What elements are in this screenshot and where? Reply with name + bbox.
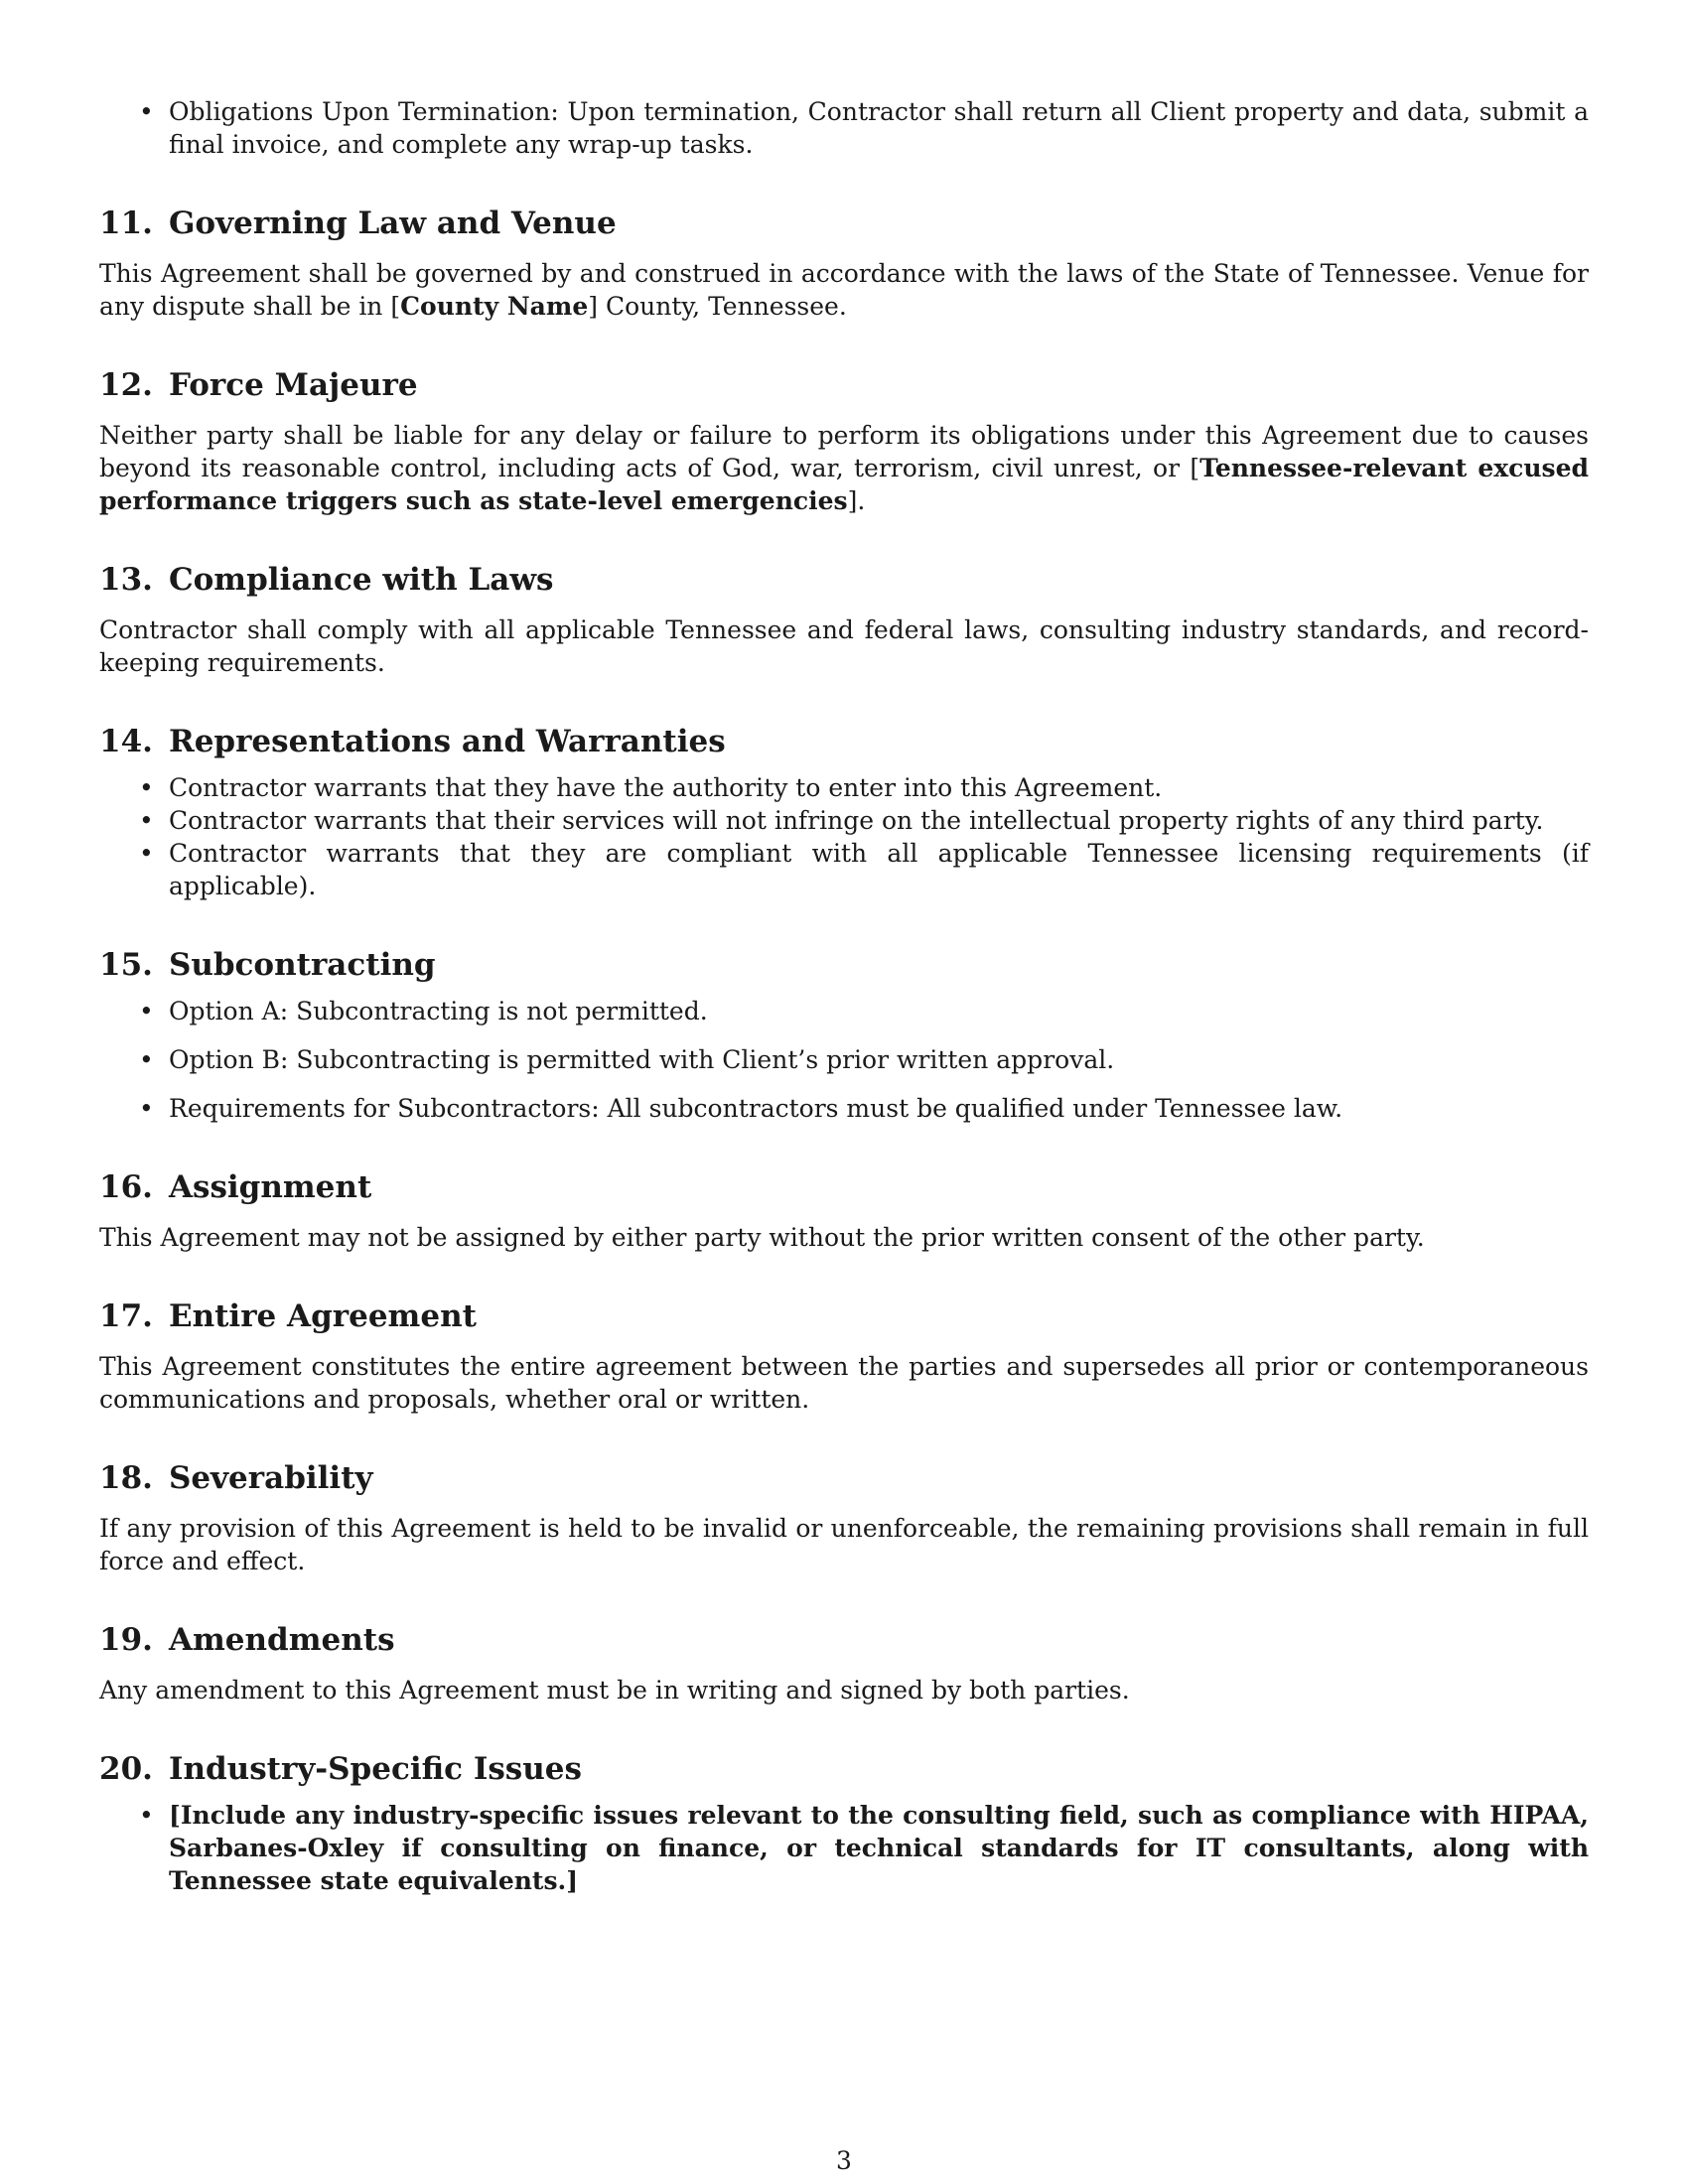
list-item (99, 771, 1589, 804)
section-assignment (99, 1167, 1589, 1254)
list-item-text: Obligations Upon Termination: Upon termination, Contractor shall return all Client property and data, submit a final invoice, and complete any wrap-up tasks. (169, 97, 1589, 159)
section-number: 14. (99, 724, 153, 759)
paragraph-text: Neither party shall be liable for any delay or failure to perform its obligations under this Agreement due to causes beyond its reasonable control, including acts of God, war, terrorism, civil unrest, or [ (99, 421, 1589, 482)
placeholder-text: Tennessee-relevant excused performance triggers such as state-level emergencies (99, 454, 1589, 515)
section-title: Severability (168, 1460, 373, 1496)
bullet-icon: • (139, 1094, 154, 1123)
paragraph-text: ]. (847, 486, 866, 515)
section-compliance-with-laws (99, 560, 1589, 679)
termination-bullet-list (99, 95, 1589, 161)
list-item (99, 804, 1589, 837)
section-heading (99, 560, 1589, 600)
section-heading (99, 204, 1589, 243)
section-number: 17. (99, 1298, 153, 1334)
bullet-icon: • (139, 97, 154, 126)
list-item (99, 995, 1589, 1027)
list-item-text: Requirements for Subcontractors: All subcontractors must be qualified under Tennessee law. (169, 1094, 1343, 1123)
section-number: 18. (99, 1460, 153, 1496)
section-paragraph: This Agreement may not be assigned by either party without the prior written consent of the other party. (99, 1223, 1425, 1252)
section-subcontracting (99, 945, 1589, 1125)
section-industry-specific (99, 1749, 1589, 1897)
section-number: 12. (99, 367, 153, 403)
list-item-text: Contractor warrants that they are compliant with all applicable Tennessee licensing requirements (if applicable). (169, 839, 1589, 900)
list-item-text: Option B: Subcontracting is permitted with Client’s prior written approval. (169, 1045, 1115, 1074)
section-title: Force Majeure (168, 367, 418, 403)
list-item-text: Option A: Subcontracting is not permitted. (169, 997, 708, 1025)
section-title: Representations and Warranties (168, 724, 726, 759)
section-number: 11. (99, 205, 153, 241)
placeholder-text: [Include any industry-specific issues relevant to the consulting field, such as compliance with HIPAA, Sarbanes-Oxley if consulting on finance, or technical standards for IT consultants, along with Tennessee state equivalents.] (169, 1801, 1589, 1895)
section-heading (99, 1620, 1589, 1660)
industry-bullet-list (99, 1799, 1589, 1897)
bullet-icon: • (139, 773, 154, 802)
section-title: Governing Law and Venue (168, 205, 617, 241)
list-item (99, 837, 1589, 902)
document-page (99, 95, 1589, 1897)
page-number: 3 (836, 2146, 852, 2175)
section-paragraph (99, 257, 1589, 323)
section-heading (99, 365, 1589, 405)
section-heading (99, 1749, 1589, 1789)
section-governing-law (99, 204, 1589, 323)
section-title: Entire Agreement (168, 1298, 477, 1334)
section-amendments (99, 1620, 1589, 1706)
section-number: 16. (99, 1169, 153, 1205)
list-item (99, 95, 1589, 161)
section-title: Industry-Specific Issues (168, 1751, 582, 1787)
paragraph-text: This Agreement shall be governed by and construed in accordance with the laws of the State of Tennessee. Venue for any dispute shall be in [ (99, 259, 1589, 321)
section-title: Subcontracting (168, 947, 436, 983)
placeholder-text: County Name (400, 292, 589, 321)
section-number: 15. (99, 947, 153, 983)
bullet-icon: • (139, 1801, 154, 1830)
section-entire-agreement (99, 1297, 1589, 1416)
list-item-text: Contractor warrants that they have the authority to enter into this Agreement. (169, 773, 1163, 802)
section-representations-warranties (99, 722, 1589, 902)
section-heading (99, 945, 1589, 985)
bullet-icon: • (139, 1045, 154, 1074)
section-number: 20. (99, 1751, 153, 1787)
section-title: Amendments (168, 1622, 395, 1658)
paragraph-text: ] County, Tennessee. (588, 292, 847, 321)
list-item (99, 1092, 1589, 1125)
section-title: Assignment (168, 1169, 372, 1205)
list-item-text: Contractor warrants that their services will not infringe on the intellectual property rights of any third party. (169, 806, 1544, 835)
section-heading (99, 1167, 1589, 1207)
section-paragraph: Contractor shall comply with all applicable Tennessee and federal laws, consulting industry standards, and record-keeping requirements. (99, 615, 1589, 677)
section-heading (99, 722, 1589, 761)
section-heading (99, 1297, 1589, 1336)
section-heading (99, 1458, 1589, 1498)
subcontracting-bullet-list (99, 995, 1589, 1125)
bullet-icon: • (139, 806, 154, 835)
warranties-bullet-list (99, 771, 1589, 902)
section-paragraph: If any provision of this Agreement is held to be invalid or unenforceable, the remaining provisions shall remain in full force and effect. (99, 1514, 1589, 1575)
list-item (99, 1799, 1589, 1897)
section-title: Compliance with Laws (168, 562, 554, 598)
section-paragraph: This Agreement constitutes the entire agreement between the parties and supersedes all prior or contemporaneous communications and proposals, whether oral or written. (99, 1352, 1589, 1414)
section-paragraph (99, 419, 1589, 517)
section-paragraph: Any amendment to this Agreement must be in writing and signed by both parties. (99, 1676, 1130, 1705)
section-severability (99, 1458, 1589, 1577)
bullet-icon: • (139, 997, 154, 1025)
section-number: 19. (99, 1622, 153, 1658)
bullet-icon: • (139, 839, 154, 868)
list-item (99, 1043, 1589, 1076)
section-number: 13. (99, 562, 153, 598)
section-force-majeure (99, 365, 1589, 517)
